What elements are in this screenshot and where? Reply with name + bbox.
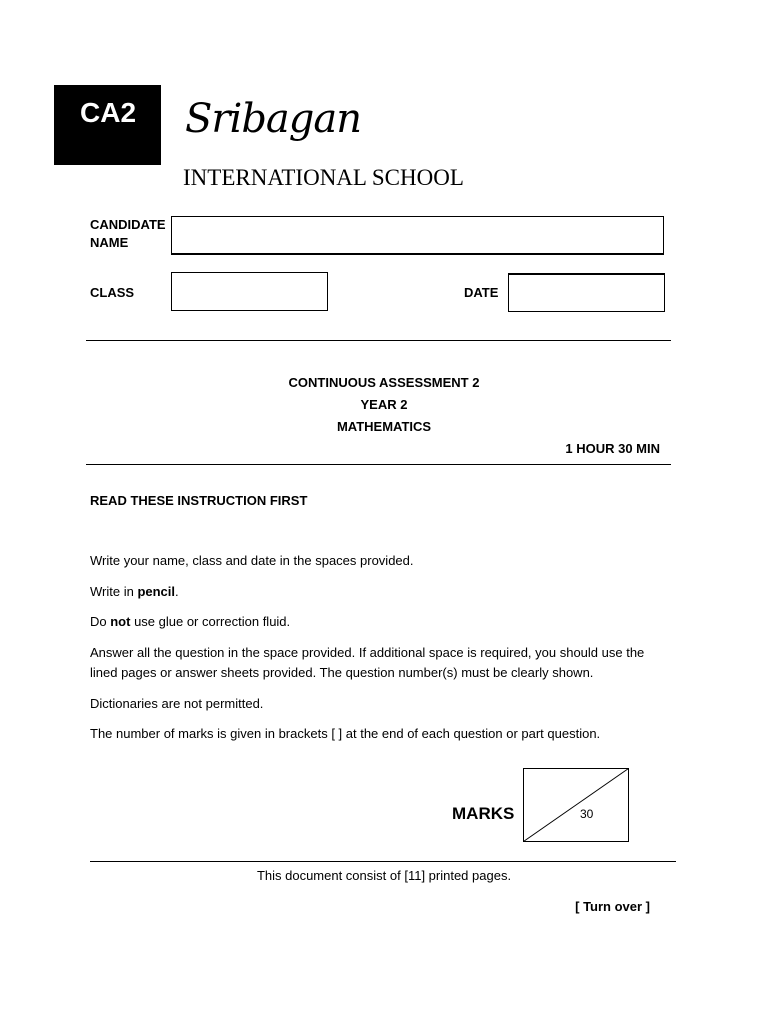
- assessment-subject: MATHEMATICS: [336, 419, 432, 434]
- marks-total: 30: [580, 807, 594, 821]
- date-field[interactable]: [508, 273, 665, 312]
- badge-text: CA2: [80, 97, 137, 128]
- turn-over-note: [ Turn over ]: [575, 899, 650, 914]
- divider-bottom: [90, 861, 676, 862]
- instruction-text: Do: [90, 614, 111, 629]
- instructions-heading: READ THESE INSTRUCTION FIRST: [90, 493, 308, 508]
- instruction-item: Answer all the question in the space provided. If additional space is required, you should use the lined pages or answer sheets provided. The question number(s) must be clearly shown.: [90, 645, 645, 680]
- candidate-label-line1: CANDIDATE: [90, 217, 166, 232]
- instruction-item: [90, 582, 670, 602]
- instruction-emphasis: not: [110, 614, 131, 629]
- class-field[interactable]: [171, 272, 328, 311]
- instruction-item: Write your name, class and date in the spaces provided.: [90, 553, 414, 568]
- page-count-note: This document consist of [11] printed pages.: [256, 868, 512, 883]
- assessment-year: YEAR 2: [360, 397, 408, 412]
- assessment-badge: [54, 85, 161, 165]
- candidate-name-field[interactable]: [171, 216, 664, 255]
- marks-box[interactable]: [523, 768, 629, 842]
- assessment-title: CONTINUOUS ASSESSMENT 2: [288, 375, 480, 390]
- instruction-item: [90, 612, 670, 632]
- candidate-name-label: [90, 216, 166, 252]
- class-label: CLASS: [90, 285, 135, 300]
- instruction-text: .: [175, 584, 179, 599]
- school-name: INTERNATIONAL SCHOOL: [183, 165, 464, 190]
- date-label: DATE: [464, 285, 499, 300]
- marks-label: MARKS: [452, 804, 515, 823]
- school-brand-logo: Sribagan: [185, 96, 361, 142]
- marks-box-frame: [523, 768, 629, 842]
- instruction-emphasis: pencil: [137, 584, 176, 599]
- instruction-text: use glue or correction fluid.: [130, 614, 291, 629]
- candidate-label-line2: NAME: [90, 235, 129, 250]
- instruction-item: The number of marks is given in brackets [ ] at the end of each question or part question.: [90, 726, 601, 741]
- assessment-duration: 1 HOUR 30 MIN: [565, 441, 660, 456]
- divider-middle: [86, 464, 671, 465]
- divider-top: [86, 340, 671, 341]
- instruction-text: Write in: [90, 584, 138, 599]
- instruction-item: Dictionaries are not permitted.: [90, 696, 264, 711]
